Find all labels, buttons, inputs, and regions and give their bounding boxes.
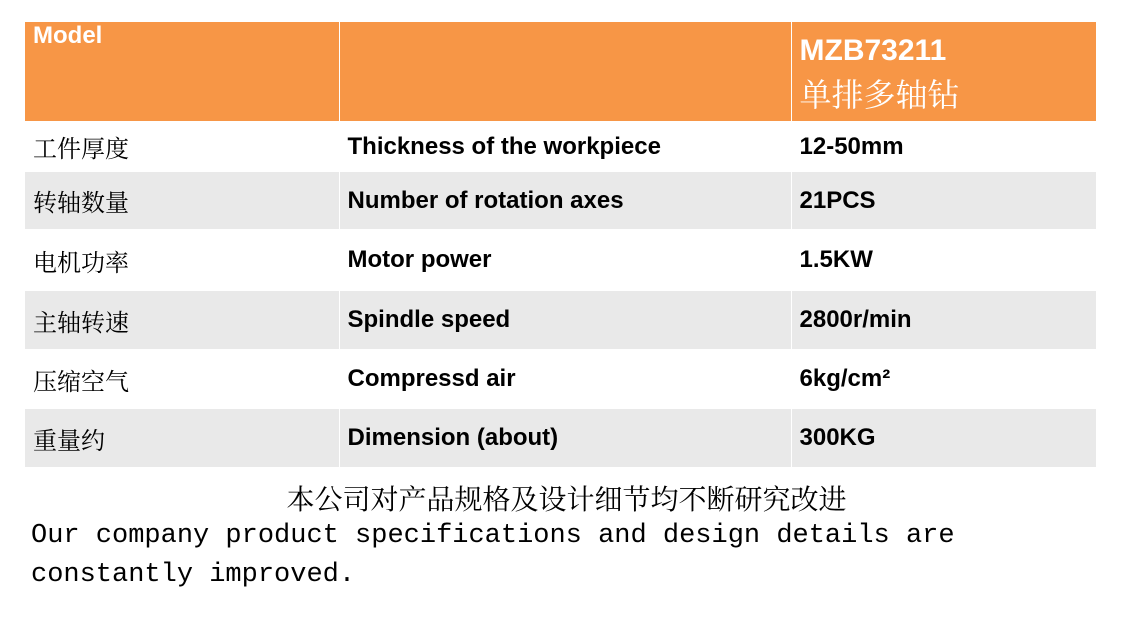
spec-label-cn: 主轴转速	[25, 291, 339, 349]
spec-label-en: Thickness of the workpiece	[339, 121, 791, 172]
header-empty-cell	[339, 22, 791, 121]
table-row	[25, 121, 1096, 172]
spec-value: 300KG	[791, 409, 1096, 467]
table-row	[25, 291, 1096, 349]
spec-table	[25, 22, 1096, 467]
spec-label-en: Motor power	[339, 229, 791, 291]
spec-label-cn: 工件厚度	[25, 121, 339, 172]
spec-value: 2800r/min	[791, 291, 1096, 349]
table-row	[25, 409, 1096, 467]
spec-value: 6kg/cm²	[791, 349, 1096, 409]
model-name-cn: 单排多轴钻	[799, 76, 960, 114]
header-model-label: Model	[25, 22, 339, 121]
table-row	[25, 349, 1096, 409]
spec-label-cn: 重量约	[25, 409, 339, 467]
spec-label-en: Compressd air	[339, 349, 791, 409]
spec-value: 21PCS	[791, 172, 1096, 229]
table-row	[25, 172, 1096, 229]
spec-value: 12-50mm	[791, 121, 1096, 172]
improvement-note-cn: 本公司对产品规格及设计细节均不断研究改进	[286, 483, 847, 516]
improvement-note-en: Our company product specifications and design details are constantly improved.	[31, 521, 955, 590]
spec-label-en: Number of rotation axes	[339, 172, 791, 229]
header-model-value	[791, 22, 1096, 121]
table-header-row	[25, 22, 1096, 121]
spec-label-cn: 电机功率	[25, 229, 339, 291]
model-number: MZB73211	[799, 34, 947, 67]
spec-label-en: Dimension (about)	[339, 409, 791, 467]
spec-label-cn: 转轴数量	[25, 172, 339, 229]
table-row	[25, 229, 1096, 291]
spec-label-en: Spindle speed	[339, 291, 791, 349]
spec-label-cn: 压缩空气	[25, 349, 339, 409]
spec-value: 1.5KW	[791, 229, 1096, 291]
